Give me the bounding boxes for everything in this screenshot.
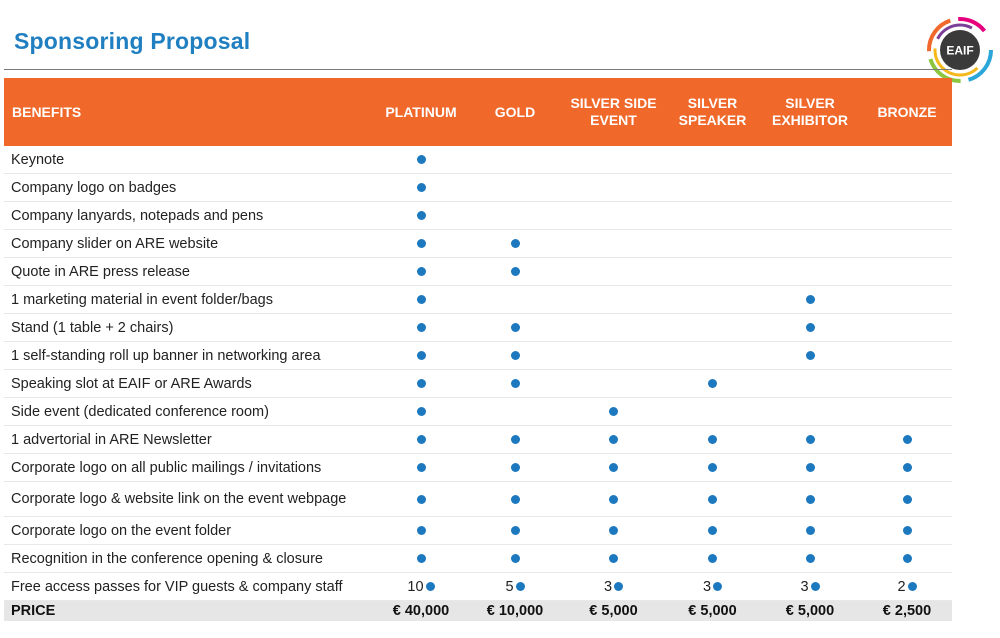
- benefit-cell: [470, 454, 560, 482]
- benefit-cell: [470, 230, 560, 258]
- included-dot-icon: [609, 407, 618, 416]
- table-row: [4, 426, 952, 454]
- column-header-silver-exhibitor: SILVER EXHIBITOR: [758, 78, 862, 146]
- benefit-cell: [758, 286, 862, 314]
- price-value: € 2,500: [862, 601, 952, 622]
- benefit-cell: [862, 342, 952, 370]
- benefit-cell: [560, 426, 667, 454]
- included-dot-icon: [708, 526, 717, 535]
- page-title: Sponsoring Proposal: [14, 28, 251, 54]
- included-dot-icon: [511, 239, 520, 248]
- benefit-cell: [862, 517, 952, 545]
- benefit-cell: [560, 202, 667, 230]
- benefit-label: Free access passes for VIP guests & company staff: [4, 573, 372, 601]
- table-row: [4, 174, 952, 202]
- benefit-cell: [560, 174, 667, 202]
- included-dot-icon: [417, 554, 426, 563]
- benefit-cell: [758, 573, 862, 601]
- benefit-cell: [372, 230, 470, 258]
- benefit-cell: [560, 230, 667, 258]
- benefit-cell: [470, 545, 560, 573]
- included-dot-icon: [511, 379, 520, 388]
- included-dot-icon: [511, 526, 520, 535]
- benefit-cell: [862, 146, 952, 174]
- benefit-cell: [560, 573, 667, 601]
- benefit-cell: [667, 573, 758, 601]
- table-header-row: [4, 78, 952, 146]
- benefit-cell: [758, 146, 862, 174]
- benefit-label: 1 self-standing roll up banner in networking area: [4, 342, 372, 370]
- benefit-cell: [560, 482, 667, 517]
- benefit-label: Company lanyards, notepads and pens: [4, 202, 372, 230]
- benefit-cell: [470, 202, 560, 230]
- benefit-cell: [372, 314, 470, 342]
- benefit-cell: [560, 398, 667, 426]
- logo-text: EAIF: [946, 43, 974, 58]
- benefit-cell: [667, 454, 758, 482]
- included-dot-icon: [417, 351, 426, 360]
- benefit-cell: [667, 517, 758, 545]
- included-dot-icon: [806, 554, 815, 563]
- included-dot-icon: [417, 495, 426, 504]
- included-dot-icon: [708, 379, 717, 388]
- benefit-cell: [758, 517, 862, 545]
- benefit-cell: [667, 342, 758, 370]
- included-dot-icon: [511, 495, 520, 504]
- benefit-cell: [372, 573, 470, 601]
- included-dot-icon: [511, 267, 520, 276]
- pass-count: 10: [407, 578, 424, 595]
- benefit-cell: [667, 545, 758, 573]
- benefit-cell: [560, 314, 667, 342]
- benefit-cell: [372, 398, 470, 426]
- benefit-cell: [667, 286, 758, 314]
- table-row: [4, 258, 952, 286]
- benefit-cell: [862, 286, 952, 314]
- benefit-cell: [758, 342, 862, 370]
- included-dot-icon: [806, 295, 815, 304]
- included-dot-icon: [908, 582, 917, 591]
- included-dot-icon: [811, 582, 820, 591]
- included-dot-icon: [609, 463, 618, 472]
- benefit-cell: [470, 517, 560, 545]
- benefit-cell: [758, 454, 862, 482]
- benefit-cell: [372, 426, 470, 454]
- benefit-cell: [470, 426, 560, 454]
- benefit-cell: [560, 370, 667, 398]
- benefit-cell: [372, 286, 470, 314]
- benefit-label: Recognition in the conference opening & closure: [4, 545, 372, 573]
- column-header-silver-side-event: SILVER SIDE EVENT: [560, 78, 667, 146]
- benefit-cell: [862, 174, 952, 202]
- column-header-silver-speaker: SILVER SPEAKER: [667, 78, 758, 146]
- benefit-cell: [560, 545, 667, 573]
- table-row: [4, 482, 952, 517]
- table-row: [4, 342, 952, 370]
- benefit-cell: [862, 314, 952, 342]
- included-dot-icon: [426, 582, 435, 591]
- price-label: PRICE: [4, 601, 372, 622]
- benefit-cell: [758, 426, 862, 454]
- benefit-cell: [470, 146, 560, 174]
- column-header-bronze: BRONZE: [862, 78, 952, 146]
- benefit-cell: [372, 517, 470, 545]
- benefit-cell: [758, 398, 862, 426]
- included-dot-icon: [511, 554, 520, 563]
- benefit-cell: [758, 545, 862, 573]
- included-dot-icon: [708, 554, 717, 563]
- included-dot-icon: [417, 526, 426, 535]
- benefit-cell: [372, 342, 470, 370]
- benefit-cell: [667, 146, 758, 174]
- benefit-label: Stand (1 table + 2 chairs): [4, 314, 372, 342]
- pass-count: 5: [505, 578, 514, 595]
- included-dot-icon: [417, 463, 426, 472]
- benefit-cell: [470, 314, 560, 342]
- benefit-label: Keynote: [4, 146, 372, 174]
- pass-count: 3: [800, 578, 809, 595]
- benefit-cell: [667, 398, 758, 426]
- included-dot-icon: [609, 526, 618, 535]
- benefit-cell: [372, 454, 470, 482]
- benefit-label: 1 advertorial in ARE Newsletter: [4, 426, 372, 454]
- benefit-label: Side event (dedicated conference room): [4, 398, 372, 426]
- column-header-benefits: BENEFITS: [4, 78, 372, 146]
- benefit-cell: [372, 258, 470, 286]
- benefit-cell: [758, 258, 862, 286]
- included-dot-icon: [609, 435, 618, 444]
- benefit-label: Company logo on badges: [4, 174, 372, 202]
- included-dot-icon: [417, 435, 426, 444]
- included-dot-icon: [806, 526, 815, 535]
- sponsoring-table: [4, 78, 952, 621]
- included-dot-icon: [511, 323, 520, 332]
- benefit-cell: [667, 174, 758, 202]
- benefit-cell: [758, 202, 862, 230]
- benefit-cell: [560, 454, 667, 482]
- table-row: [4, 517, 952, 545]
- benefit-cell: [470, 573, 560, 601]
- included-dot-icon: [417, 267, 426, 276]
- benefit-cell: [372, 370, 470, 398]
- benefit-label: Corporate logo on all public mailings / invitations: [4, 454, 372, 482]
- benefit-cell: [470, 258, 560, 286]
- included-dot-icon: [806, 463, 815, 472]
- included-dot-icon: [417, 239, 426, 248]
- included-dot-icon: [417, 323, 426, 332]
- table-row: [4, 398, 952, 426]
- benefit-cell: [667, 202, 758, 230]
- benefit-cell: [862, 454, 952, 482]
- benefit-cell: [372, 146, 470, 174]
- price-row: [4, 601, 952, 622]
- benefit-cell: [862, 398, 952, 426]
- included-dot-icon: [708, 495, 717, 504]
- pass-count: 2: [897, 578, 906, 595]
- benefit-cell: [560, 146, 667, 174]
- benefit-cell: [862, 258, 952, 286]
- benefit-cell: [758, 370, 862, 398]
- benefit-cell: [758, 314, 862, 342]
- included-dot-icon: [417, 211, 426, 220]
- benefit-cell: [560, 342, 667, 370]
- included-dot-icon: [903, 526, 912, 535]
- benefit-cell: [470, 482, 560, 517]
- price-value: € 5,000: [667, 601, 758, 622]
- included-dot-icon: [806, 351, 815, 360]
- benefit-cell: [862, 545, 952, 573]
- benefit-cell: [560, 517, 667, 545]
- benefit-cell: [372, 545, 470, 573]
- included-dot-icon: [511, 351, 520, 360]
- benefit-cell: [758, 482, 862, 517]
- benefit-cell: [758, 230, 862, 258]
- price-value: € 5,000: [560, 601, 667, 622]
- benefit-cell: [667, 426, 758, 454]
- benefit-cell: [758, 174, 862, 202]
- included-dot-icon: [511, 463, 520, 472]
- title-divider: [4, 69, 952, 70]
- benefit-label: 1 marketing material in event folder/bags: [4, 286, 372, 314]
- benefit-cell: [372, 202, 470, 230]
- benefit-cell: [862, 370, 952, 398]
- benefit-label: Speaking slot at EAIF or ARE Awards: [4, 370, 372, 398]
- price-value: € 10,000: [470, 601, 560, 622]
- pass-count: 3: [603, 578, 613, 595]
- benefit-cell: [470, 342, 560, 370]
- table-row: [4, 202, 952, 230]
- benefit-cell: [372, 482, 470, 517]
- benefit-cell: [667, 370, 758, 398]
- benefit-cell: [862, 482, 952, 517]
- included-dot-icon: [609, 495, 618, 504]
- included-dot-icon: [417, 295, 426, 304]
- benefit-cell: [470, 174, 560, 202]
- table-row: [4, 545, 952, 573]
- included-dot-icon: [516, 582, 525, 591]
- included-dot-icon: [903, 495, 912, 504]
- table-row: [4, 286, 952, 314]
- table-row: [4, 370, 952, 398]
- benefit-cell: [667, 482, 758, 517]
- table-row: [4, 573, 952, 601]
- table-row: [4, 454, 952, 482]
- benefit-cell: [862, 202, 952, 230]
- benefit-cell: [470, 370, 560, 398]
- benefit-cell: [862, 426, 952, 454]
- included-dot-icon: [903, 463, 912, 472]
- included-dot-icon: [708, 435, 717, 444]
- benefit-cell: [862, 573, 952, 601]
- included-dot-icon: [806, 323, 815, 332]
- included-dot-icon: [417, 155, 426, 164]
- pass-count: 3: [702, 578, 712, 595]
- included-dot-icon: [806, 495, 815, 504]
- benefit-cell: [667, 258, 758, 286]
- included-dot-icon: [903, 554, 912, 563]
- benefit-label: Corporate logo on the event folder: [4, 517, 372, 545]
- benefit-label: Corporate logo & website link on the event webpage: [4, 482, 372, 517]
- included-dot-icon: [417, 407, 426, 416]
- included-dot-icon: [708, 463, 717, 472]
- included-dot-icon: [713, 582, 722, 591]
- included-dot-icon: [609, 554, 618, 563]
- column-header-gold: GOLD: [470, 78, 560, 146]
- table-row: [4, 314, 952, 342]
- eaif-logo: [925, 15, 995, 85]
- included-dot-icon: [614, 582, 623, 591]
- benefit-cell: [862, 230, 952, 258]
- price-value: € 5,000: [758, 601, 862, 622]
- included-dot-icon: [417, 379, 426, 388]
- price-value: € 40,000: [372, 601, 470, 622]
- included-dot-icon: [417, 183, 426, 192]
- benefit-cell: [470, 398, 560, 426]
- benefit-cell: [560, 258, 667, 286]
- included-dot-icon: [806, 435, 815, 444]
- benefit-cell: [372, 174, 470, 202]
- benefit-label: Quote in ARE press release: [4, 258, 372, 286]
- included-dot-icon: [903, 435, 912, 444]
- benefit-cell: [560, 286, 667, 314]
- table-row: [4, 230, 952, 258]
- benefit-cell: [470, 286, 560, 314]
- table-row: [4, 146, 952, 174]
- column-header-platinum: PLATINUM: [372, 78, 470, 146]
- benefit-cell: [667, 314, 758, 342]
- included-dot-icon: [511, 435, 520, 444]
- benefit-cell: [667, 230, 758, 258]
- benefit-label: Company slider on ARE website: [4, 230, 372, 258]
